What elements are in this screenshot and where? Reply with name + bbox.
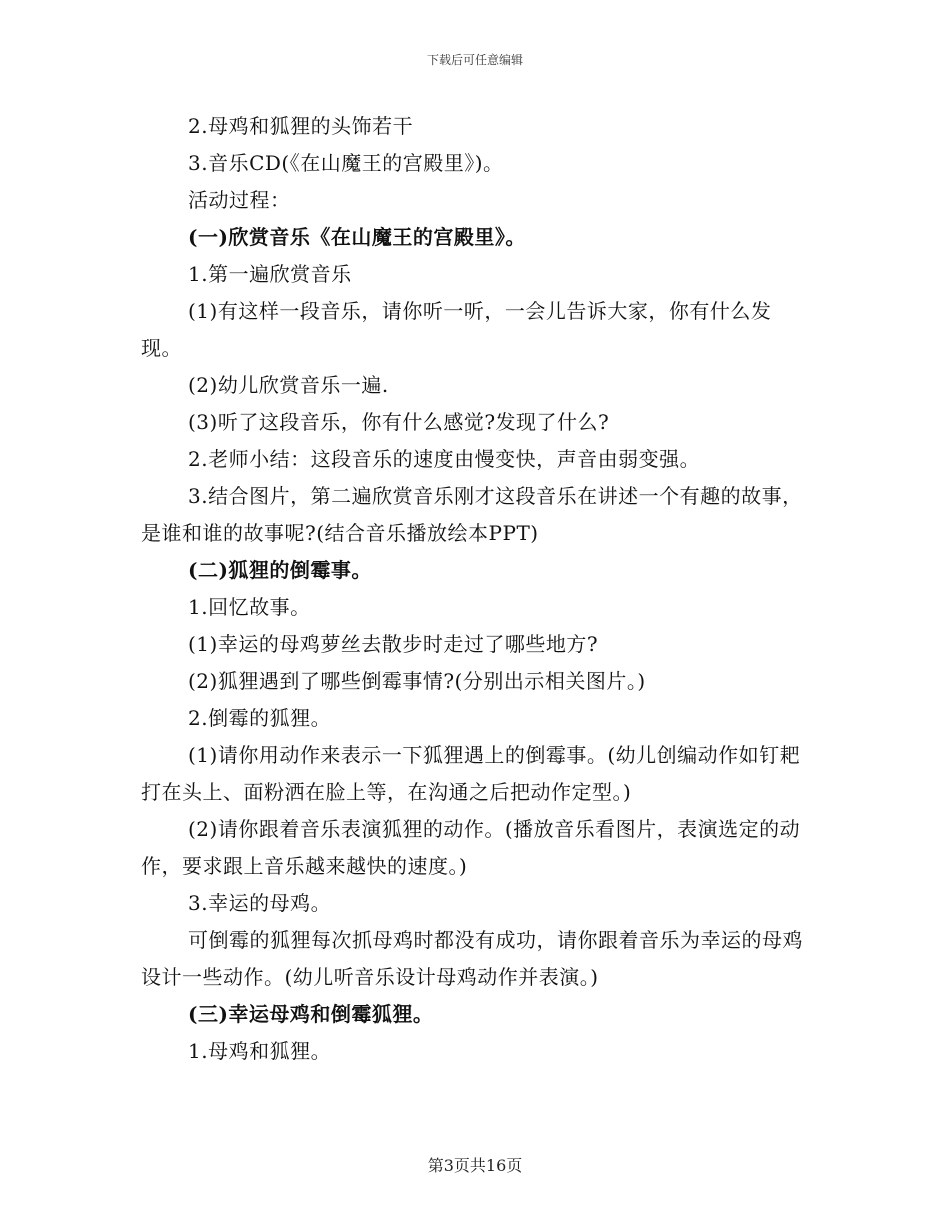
paragraph-step: 2.老师小结：这段音乐的速度由慢变快，声音由弱变强。	[188, 447, 701, 471]
paragraph-step: 3.结合图片，第二遍欣赏音乐刚才这段音乐在讲述一个有趣的故事，是谁和谁的故事呢?(结合音乐播放绘本PPT)	[141, 484, 803, 545]
paragraph-activity-process: 活动过程：	[188, 188, 291, 212]
paragraph-step: 3.幸运的母鸡。	[188, 891, 332, 915]
paragraph-step: (1)幸运的母鸡萝丝去散步时走过了哪些地方?	[188, 632, 599, 656]
paragraph-step: (3)听了这段音乐，你有什么感觉?发现了什么?	[188, 410, 610, 434]
paragraph-step: (2)狐狸遇到了哪些倒霉事情?(分别出示相关图片。)	[188, 669, 646, 693]
paragraph-materials-headdress: 2.母鸡和狐狸的头饰若干	[188, 114, 414, 138]
page-header: 下载后可任意编辑	[426, 53, 523, 67]
section-heading-3: (三)幸运母鸡和倒霉狐狸。	[188, 1002, 434, 1026]
paragraph-materials-music-cd: 3.音乐CD(《在山魔王的宫殿里》)。	[188, 151, 504, 175]
document-body	[141, 108, 809, 1070]
paragraph-step: (1)请你用动作来表示一下狐狸遇上的倒霉事。(幼儿创编动作如钉耙打在头上、面粉洒在脸上等，在沟通之后把动作定型。)	[141, 743, 801, 804]
paragraph-step: 1.回忆故事。	[188, 595, 311, 619]
paragraph-step: 可倒霉的狐狸每次抓母鸡时都没有成功，请你跟着音乐为幸运的母鸡设计一些动作。(幼儿听音乐设计母鸡动作并表演。)	[141, 928, 803, 989]
paragraph-step: (2)幼儿欣赏音乐一遍.	[188, 373, 389, 397]
paragraph-step: 1.母鸡和狐狸。	[188, 1039, 332, 1063]
section-heading-2: (二)狐狸的倒霉事。	[188, 558, 372, 582]
page-number-footer: 第3页共16页	[427, 1156, 523, 1175]
paragraph-step: (1)有这样一段音乐，请你听一听，一会儿告诉大家，你有什么发现。	[141, 299, 772, 360]
section-heading-1: (一)欣赏音乐《在山魔王的宫殿里》。	[188, 225, 526, 249]
paragraph-step: 1.第一遍欣赏音乐	[188, 262, 352, 286]
paragraph-step: 2.倒霉的狐狸。	[188, 706, 332, 730]
paragraph-step: (2)请你跟着音乐表演狐狸的动作。(播放音乐看图片，表演选定的动作，要求跟上音乐越来越快的速度。)	[141, 817, 801, 878]
